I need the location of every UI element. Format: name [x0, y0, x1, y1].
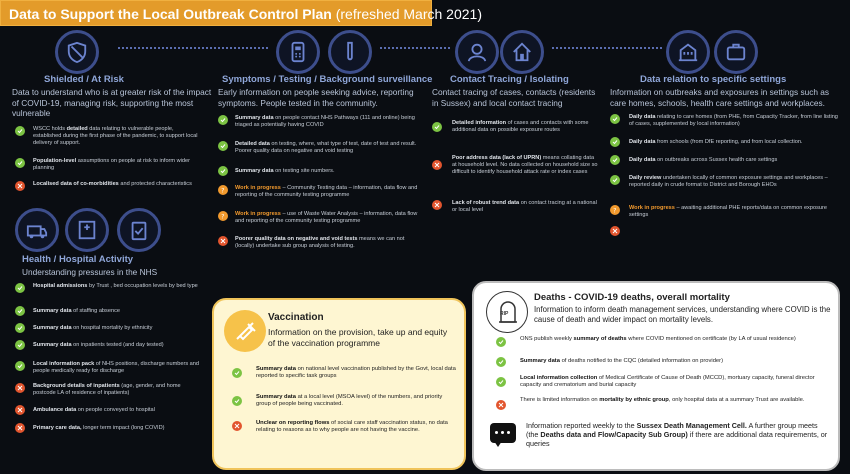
- list-item: Summary data on testing site numbers.: [235, 168, 335, 174]
- cross-icon: [15, 181, 25, 191]
- check-icon: [15, 306, 25, 316]
- cross-icon: [232, 421, 242, 431]
- list-item: Summary data on national level vaccination published by the Govt, local data reported to specific task groups: [256, 366, 456, 380]
- check-icon: [496, 337, 506, 347]
- list-item: Detailed data on testing, where, what type of test, date of test and result. Poorer quality data on negative and void testing: [235, 141, 417, 154]
- section-desc-settings: Information on outbreaks and exposures in settings such as care homes, schools, health care settings and workplaces.: [610, 87, 830, 108]
- question-icon: [610, 205, 620, 215]
- list-item: Work in progress – use of Waste Water Analysis – information, data flow and reporting of the community testing programme: [235, 211, 418, 224]
- list-item: Daily data on outbreaks across Sussex health care settings: [629, 157, 778, 163]
- cross-icon: [496, 400, 506, 410]
- check-icon: [610, 175, 620, 185]
- list-item: Lack of robust trend data on contact tracing at a national or local level: [452, 200, 597, 213]
- cross-icon: [432, 160, 442, 170]
- check-icon: [15, 158, 25, 168]
- svg-text:?: ?: [221, 187, 225, 193]
- check-icon: [610, 114, 620, 124]
- list-item: Work in progress – Community Testing data – information, data flow and reporting of the community testing programme: [235, 185, 418, 198]
- deaths-note: Information reported weekly to the Sussex Death Management Cell. A further group meets (the Deaths data and Flow/Capacity Sub Group) if there are additional data requirements, or queries: [526, 421, 828, 449]
- list-item: Daily data relating to care homes (from PHE, from Capacity Tracker, from line listing of cases, supplemented by local information): [629, 114, 838, 127]
- list-item: Localised data of co-morbidities and protected characteristics: [33, 181, 192, 187]
- section-desc-symptoms: Early information on people seeking advice, reporting symptoms. People tested in the community.: [218, 87, 414, 108]
- check-icon: [218, 141, 228, 151]
- list-item: Local information pack of NHS positions, discharge numbers and people medically ready for discharge: [33, 361, 200, 374]
- check-icon: [15, 340, 25, 350]
- section-desc-shielded: Data to understand who is at greater risk of the impact of COVID-19, managing risk, supporting the most vulnerable: [12, 87, 212, 118]
- list-item: Population-level assumptions on people at risk to inform wider planning: [33, 158, 190, 171]
- question-icon: [218, 185, 228, 195]
- test-tube-icon: [328, 30, 372, 74]
- check-icon: [15, 323, 25, 333]
- vaccination-desc: Information on the provision, take up and equity of the vaccination programme: [268, 327, 448, 348]
- check-icon: [218, 166, 228, 176]
- list-item: Summary data at a local level (MSOA level) of the numbers, and priority group of people being vaccinated.: [256, 394, 443, 408]
- svg-text:?: ?: [221, 213, 225, 219]
- list-item: Poor address data (lack of UPRN) means collating data at household level. No data collected on household size so difficult to identify household attack rate or index cases: [452, 155, 598, 175]
- check-icon: [15, 283, 25, 293]
- cross-icon: [610, 226, 620, 236]
- vaccination-title: Vaccination: [268, 312, 324, 323]
- list-item: Poorer quality data on negative and void tests means we can not (locally) undertake sub group analysis of testing.: [235, 236, 405, 249]
- list-item: Summary data on inpatients tested (and day tested): [33, 342, 164, 348]
- check-icon: [610, 137, 620, 147]
- vaccination-panel: [212, 298, 466, 470]
- section-title-shielded: Shielded / At Risk: [44, 74, 124, 85]
- section-title-health: Health / Hospital Activity: [22, 254, 134, 265]
- clipboard-icon: [117, 208, 161, 252]
- deaths-panel: [472, 281, 840, 471]
- ambulance-icon: [15, 208, 59, 252]
- list-item: WSCC holds detailed data relating to vulnerable people, established during the first phase of the pandemic, to support local delivery of support.: [33, 126, 198, 146]
- cross-icon: [15, 383, 25, 393]
- section-title-symptoms: Symptoms / Testing / Background surveillance: [222, 74, 433, 85]
- title-banner: [0, 0, 482, 26]
- list-item: Summary data on people contact NHS Pathways (111 and online) being triaged as potentially having COVID: [235, 115, 415, 128]
- phone-icon: [276, 30, 320, 74]
- list-item: Summary data of staffing absence: [33, 308, 120, 314]
- building-icon: [666, 30, 710, 74]
- check-icon: [610, 155, 620, 165]
- hospital-icon: [65, 208, 109, 252]
- chat-bubble-icon: [490, 423, 516, 443]
- check-icon: [232, 396, 242, 406]
- section-title-contact: Contact Tracing / Isolating: [450, 74, 569, 85]
- list-item: Detailed information of cases and contacts with some additional data on possible exposure routes: [452, 120, 589, 133]
- list-item: Primary care data, longer term impact (long COVID): [33, 425, 165, 431]
- syringe-icon: [224, 310, 266, 352]
- section-title-settings: Data relation to specific settings: [640, 74, 787, 85]
- list-item: Unclear on reporting flows of social care staff vaccination status, no data relating to reasons as to why people are not having the vaccine.: [256, 420, 448, 434]
- check-icon: [15, 361, 25, 371]
- page-title: Data to Support the Local Outbreak Control Plan (refreshed March 2021): [9, 6, 482, 22]
- list-item: Ambulance data on people conveyed to hospital: [33, 407, 155, 413]
- list-item: Daily data from schools (from DfE reporting, and from local collection.: [629, 139, 803, 145]
- cross-icon: [432, 200, 442, 210]
- check-icon: [232, 368, 242, 378]
- deaths-desc: Information to inform death management services, understanding where COVID is the cause of death and wider impact on mortality levels.: [534, 305, 831, 324]
- list-item: Work in progress – awaiting additional PHE reports/data on common exposure settings: [629, 205, 827, 218]
- svg-text:?: ?: [613, 207, 617, 213]
- divider-dots: [380, 47, 450, 49]
- check-icon: [496, 377, 506, 387]
- list-item: Summary data on hospital mortality by ethnicity: [33, 325, 153, 331]
- list-item: Summary data of deaths notified to the CQC (detailed information on provider): [520, 358, 723, 364]
- list-item: Daily review undertaken locally of common exposure settings and workplaces – reported daily in crude format to District and Borough EHOs: [629, 175, 828, 188]
- list-item: Background details of inpatients (age, gender, and home postcode LA of residence of inpatients): [33, 383, 181, 396]
- check-icon: [218, 115, 228, 125]
- gravestone-icon: RIP: [486, 291, 528, 333]
- house-icon: [500, 30, 544, 74]
- list-item: Local information collection of Medical Certificate of Cause of Death (MCCD), mortuary capacity, funeral director capacity and crematorium and burial capacity: [520, 375, 815, 389]
- check-icon: [432, 122, 442, 132]
- question-icon: [218, 211, 228, 221]
- cross-icon: [15, 405, 25, 415]
- list-item: Hospital admissions by Trust , bed occupation levels by bed type: [33, 283, 198, 289]
- list-item: ONS publish weekly summary of deaths where COVID mentioned on certificate (by LA of usual residence): [520, 336, 796, 342]
- section-desc-contact: Contact tracing of cases, contacts (residents in Sussex) and local contact tracing: [432, 87, 596, 108]
- deaths-title: Deaths - COVID-19 deaths, overall mortality: [534, 292, 730, 303]
- cross-icon: [15, 423, 25, 433]
- list-item: There is limited information on mortality by ethnic group, only hospital data at a summary Trust are available.: [520, 397, 805, 403]
- divider-dots: [552, 47, 662, 49]
- section-desc-health: Understanding pressures in the NHS: [22, 267, 158, 277]
- briefcase-icon: [714, 30, 758, 74]
- divider-dots: [118, 47, 268, 49]
- check-icon: [15, 126, 25, 136]
- cross-icon: [218, 236, 228, 246]
- shield-icon: [55, 30, 99, 74]
- check-icon: [496, 357, 506, 367]
- person-icon: [455, 30, 499, 74]
